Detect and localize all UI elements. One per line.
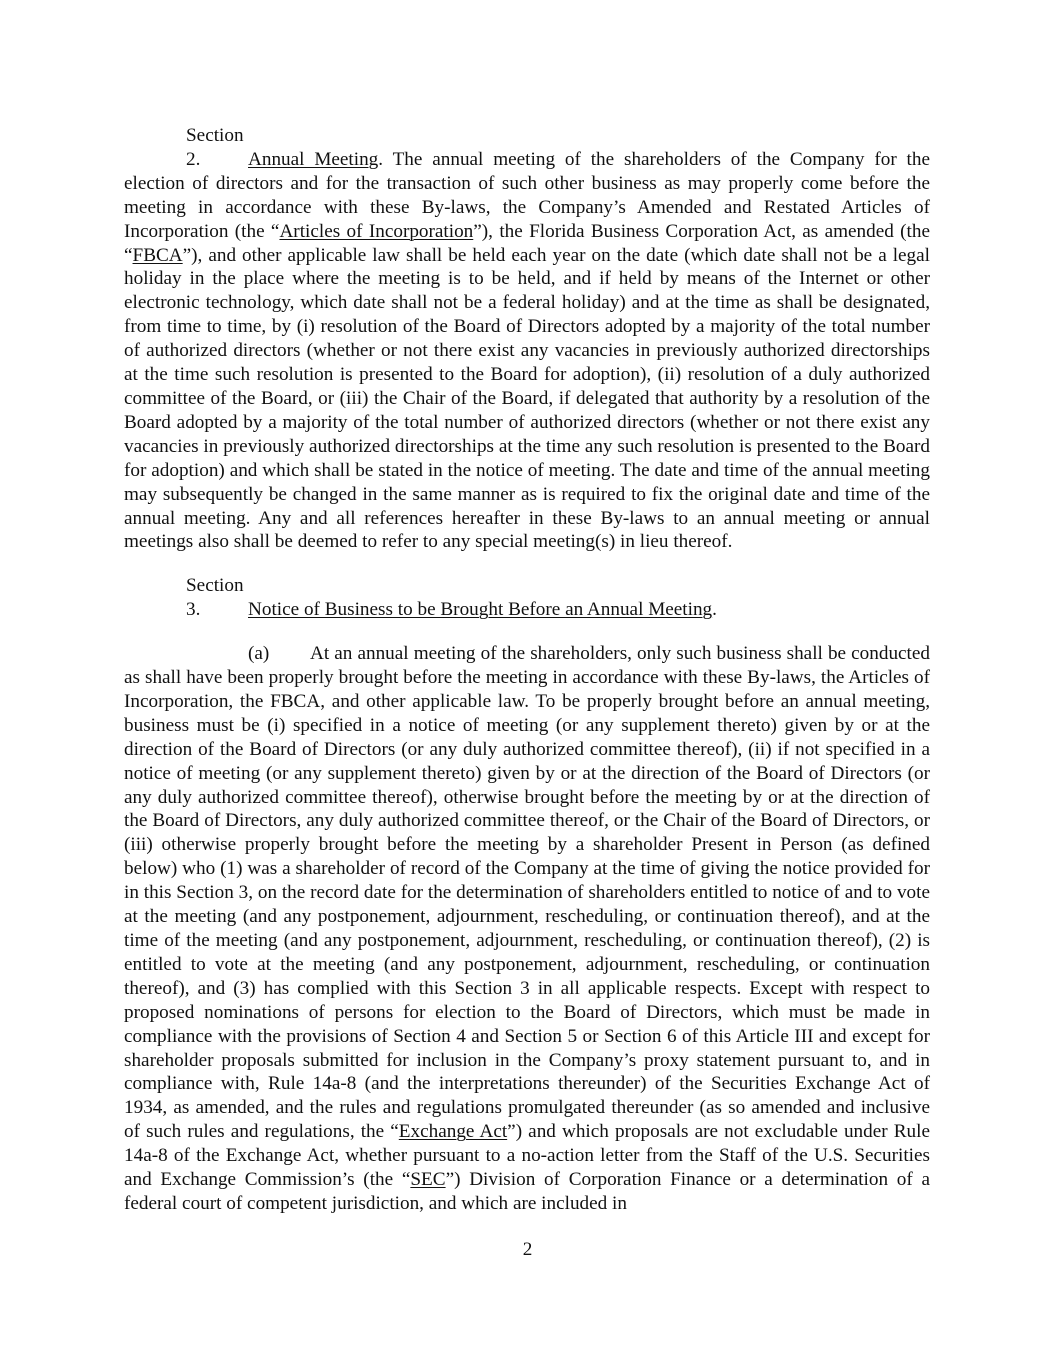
- section-2-heading: Annual Meeting: [248, 148, 379, 170]
- defined-term-sec: SEC: [410, 1169, 446, 1191]
- paragraph-a: [124, 642, 930, 1216]
- section-3-heading-line: [124, 574, 930, 622]
- section-2-text-3: ”), and other applicable law shall be held each year on the date (which date shall not be a legal holiday in the place where the meeting is to be held, and if held by means of the Internet or other electronic technology, which date shall not be a federal holiday) and at the time as shall be designated, from time to time, by (i) resolution of the Board of Directors adopted by a majority of the total number of authorized directors (whether or not there exist any vacancies in previously authorized directorships at the time such resolution is presented to the Board for adoption), (ii) resolution of a duly authorized committee of the Board, or (iii) the Chair of the Board, if delegated that authority by a resolution of the Board adopted by a majority of the total number of authorized directors (whether or not there exist any vacancies in previously authorized directorships at the time any such resolution is presented to the Board for adoption) and which shall be stated in the notice of meeting. The date and time of the annual meeting may subsequently be changed in the same manner as is required to fix the original date and time of the annual meeting. Any and all references hereafter in these By-laws to an annual meeting or annual meetings also shall be deemed to refer to any special meeting(s) in lieu thereof.: [124, 244, 930, 553]
- section-2-text-1: . The annual meeting of the shareholders of the Company for the election of directors and for the transaction of such other business as may properly come before the meeting in accordance with these By-laws, the Company’s Amended and Restated Articles of Incorporation (the “: [124, 148, 930, 242]
- paragraph-a-text-1: At an annual meeting of the shareholders, only such business shall be conducted as shall have been properly brought before the meeting in accordance with these By-laws, the Articles of Incorporation, the FBCA, and other applicable law. To be properly brought before an annual meeting, business must be (i) specified in a notice of meeting (or any supplement thereto) given by or at the direction of the Board of Directors (or any duly authorized committee thereof), (ii) if not specified in a notice of meeting (or any supplement thereto) given by or at the direction of the Board of Directors (or any duly authorized committee thereof), otherwise brought before the meeting by or at the direction of the Board of Directors, any duly authorized committee thereof, or the Chair of the Board of Directors, or (iii) otherwise properly brought before the meeting by a shareholder Present in Person (as defined below) who (1) was a shareholder of record of the Company at the time of giving the notice provided for in this Section 3, on the record date for the determination of shareholders entitled to notice of and to vote at the meeting (and any postponement, adjournment, rescheduling, or continuation thereof), and at the time of the meeting (and any postponement, adjournment, rescheduling, or continuation thereof), (2) is entitled to vote at the meeting (and any postponement, adjournment, rescheduling, or continuation thereof), and (3) has complied with this Section 3 in all applicable respects. Except with respect to proposed nominations of persons for election to the Board of Directors, which must be made in compliance with the provisions of Section 4 and Section 5 or Section 6 of this Article III and except for shareholder proposals submitted for inclusion in the Company’s proxy statement pursuant to, and in compliance with, Rule 14a-8 (and the interpretations thereunder) of the Securities Exchange Act of 1934, as amended, and the rules and regulations promulgated thereunder (as so amended and inclusive of such rules and regulations, the “: [124, 643, 930, 1143]
- defined-term-exchange-act: Exchange Act: [398, 1121, 508, 1143]
- section-3-heading: Notice of Business to be Brought Before an Annual Meeting: [248, 599, 713, 621]
- paragraph-a-text-2: ”) and which proposals are not excludable under Rule 14a-8 of the Exchange Act, whether pursuant to a no-action letter from the Staff of the U.S. Securities and Exchange Commission’s (the “: [124, 1121, 930, 1191]
- defined-term-fbca: FBCA: [132, 244, 183, 266]
- section-2-paragraph: [124, 124, 930, 554]
- section-3-label: Section 3.: [186, 575, 244, 621]
- document-page: [124, 124, 930, 1216]
- section-2-text-2: ”), the Florida Business Corporation Act, as amended (the “: [124, 220, 930, 266]
- section-2-label: Section 2.: [186, 125, 244, 170]
- defined-term-articles-of-incorporation: Articles of Incorporation: [279, 220, 474, 242]
- paragraph-a-label: (a): [248, 643, 270, 665]
- page-number: 2: [522, 1239, 533, 1260]
- paragraph-a-text-3: ”) Division of Corporation Finance or a determination of a federal court of competent jurisdiction, and which are included in: [124, 1169, 930, 1214]
- section-3-heading-end: .: [712, 599, 717, 621]
